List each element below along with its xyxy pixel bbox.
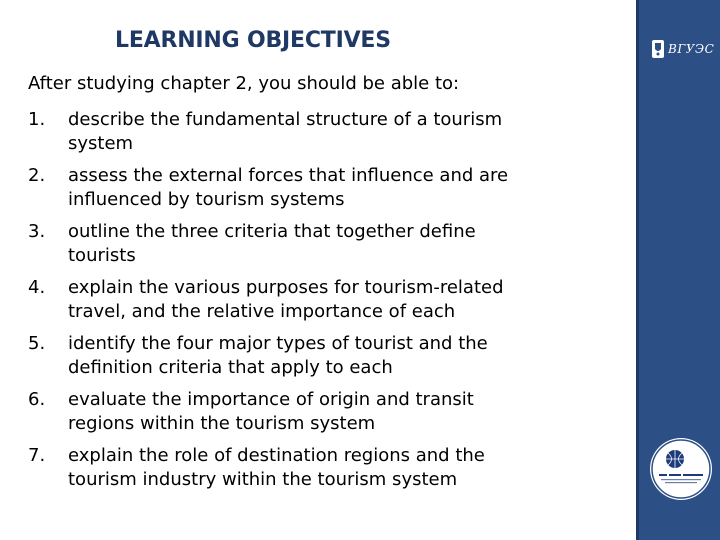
objective-number: 3. (28, 221, 46, 242)
slide-title: LEARNING OBJECTIVES (115, 28, 391, 53)
objective-item (28, 164, 608, 212)
objective-item (28, 220, 608, 268)
objective-text-line: explain the role of destination regions and the (68, 445, 485, 466)
objective-text-line: tourism industry within the tourism system (68, 469, 458, 490)
seal-icon (649, 437, 713, 501)
objective-item (28, 332, 608, 380)
objective-text-line: outline the three criteria that together define (68, 221, 476, 242)
objective-item (28, 388, 608, 436)
objective-text-line: definition criteria that apply to each (68, 357, 393, 378)
objective-text-line: system (68, 133, 134, 154)
objective-item (28, 444, 608, 492)
objective-text-line: assess the external forces that influence and are (68, 165, 509, 186)
objective-number: 6. (28, 389, 46, 410)
objective-number: 2. (28, 165, 46, 186)
objectives-list (28, 108, 608, 500)
objective-text-line: identify the four major types of tourist and the (68, 333, 488, 354)
objective-number: 7. (28, 445, 46, 466)
objective-number: 1. (28, 109, 46, 130)
logo-text: ВГУЭС (668, 42, 715, 56)
objective-text-line: evaluate the importance of origin and transit (68, 389, 474, 410)
sidebar (636, 0, 720, 540)
objective-text-line: tourists (68, 245, 136, 266)
objective-text-line: regions within the tourism system (68, 413, 376, 434)
objective-text-line: influenced by tourism systems (68, 189, 345, 210)
objective-item (28, 108, 608, 156)
university-logo (651, 35, 714, 63)
logo-emblem-icon (651, 38, 665, 60)
objective-text-line: travel, and the relative importance of each (68, 301, 456, 322)
objective-text-line: explain the various purposes for tourism-related (68, 277, 504, 298)
objective-text-line: describe the fundamental structure of a tourism (68, 109, 503, 130)
objective-number: 4. (28, 277, 46, 298)
objective-item (28, 276, 608, 324)
objective-number: 5. (28, 333, 46, 354)
intro-text: After studying chapter 2, you should be able to: (28, 73, 460, 94)
